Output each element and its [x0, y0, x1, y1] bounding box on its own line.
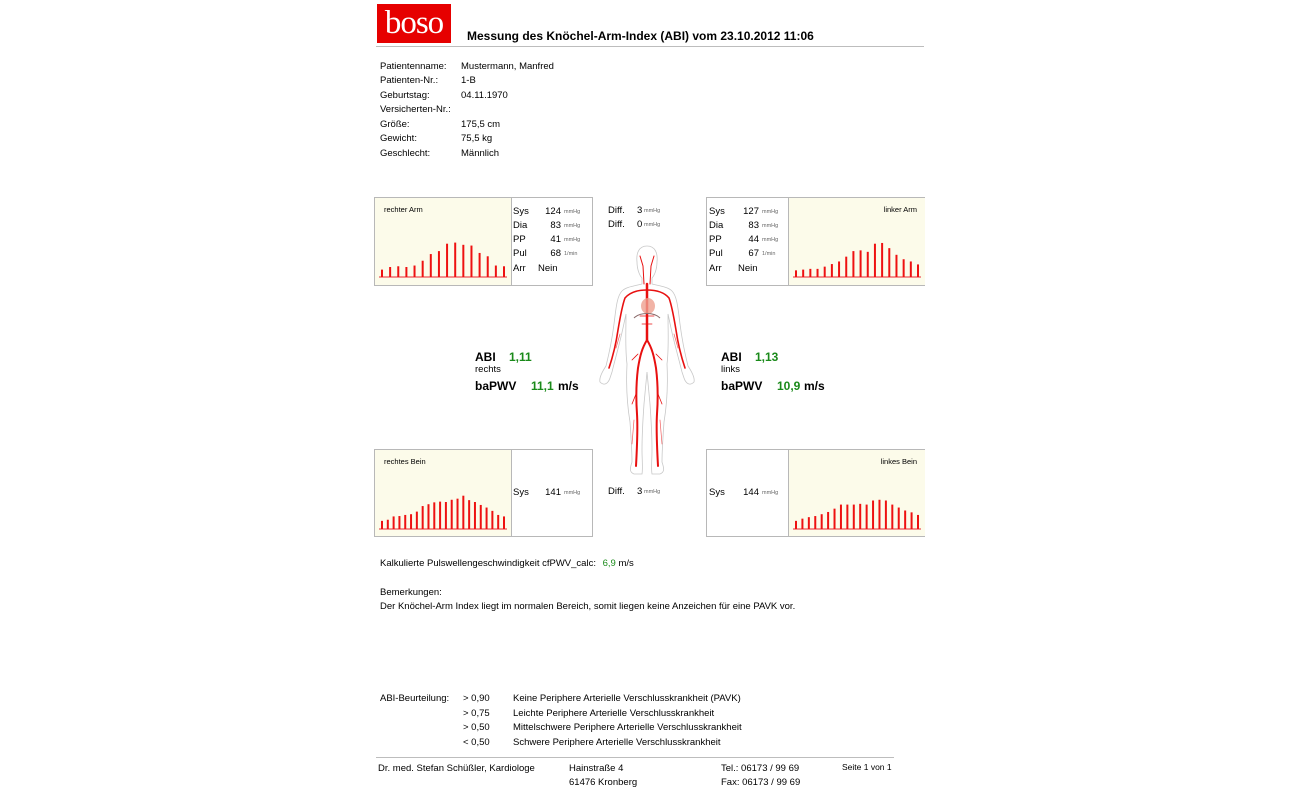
abi-rating-threshold: > 0,75: [463, 708, 490, 719]
body-outline: [600, 246, 694, 474]
right-abi-label: ABI: [475, 350, 496, 364]
abi-rating-text: Schwere Periphere Arterielle Verschlusskrankheit: [513, 737, 721, 748]
right-leg-label: rechtes Bein: [384, 457, 426, 466]
left-abi-label: ABI: [721, 350, 742, 364]
weight-label: Gewicht:: [380, 133, 417, 144]
abi-rating-text: Leichte Periphere Arterielle Verschlusskrankheit: [513, 708, 715, 719]
left-arm-pul-unit: 1/min: [762, 251, 776, 257]
left-arm-sys-value: 127: [743, 206, 759, 217]
leg-sys-diff-unit: mmHg: [644, 489, 661, 495]
abi-rating-text: Mittelschwere Periphere Arterielle Verschlusskrankheit: [513, 722, 742, 733]
abi-rating-text: Keine Periphere Arterielle Verschlusskrankheit (PAVK): [513, 693, 741, 704]
remarks-text: Der Knöchel-Arm Index liegt im normalen Bereich, somit liegen keine Anzeichen für eine PAVK vor.: [380, 601, 796, 612]
left-arm-dia-label: Dia: [709, 220, 724, 231]
right-arm-dia-label: Dia: [513, 220, 528, 231]
birthday-label: Geburtstag:: [380, 90, 430, 101]
right-arm-dia-unit: mmHg: [564, 223, 581, 229]
right-leg-sys-unit: mmHg: [564, 490, 581, 496]
insurance-number-label: Versicherten-Nr.:: [380, 104, 451, 115]
footer-page: Seite 1 von 1: [842, 762, 892, 772]
left-arm-sys-unit: mmHg: [762, 209, 779, 215]
right-bapwv-value: 11,1: [531, 379, 554, 393]
arm-sys-diff-unit: mmHg: [644, 208, 661, 214]
right-arm-sys-value: 124: [545, 206, 561, 217]
right-abi-value: 1,11: [509, 350, 532, 364]
right-bapwv-unit: m/s: [558, 379, 579, 393]
left-arm-sys-label: Sys: [709, 206, 725, 217]
patient-name-value: Mustermann, Manfred: [461, 61, 554, 72]
left-arm-pul-label: Pul: [709, 248, 723, 259]
right-arm-arr-label: Arr: [513, 263, 526, 274]
footer-tel: Tel.: 06173 / 99 69: [721, 763, 800, 774]
gender-label: Geschlecht:: [380, 148, 431, 159]
left-leg-sys-unit: mmHg: [762, 490, 779, 496]
arteries: [609, 256, 685, 466]
report-title: Messung des Knöchel-Arm-Index (ABI) vom 23.10.2012 11:06: [467, 29, 814, 43]
left-arm-pp-label: PP: [709, 234, 722, 245]
left-arm-dia-unit: mmHg: [762, 223, 779, 229]
right-arm-panel: [374, 197, 593, 286]
left-leg-wave-chart: [791, 490, 923, 532]
right-leg-wave-chart: [377, 490, 509, 532]
right-leg-sys-label: Sys: [513, 487, 529, 498]
cfpwv-unit: m/s: [618, 558, 634, 569]
arm-dia-diff-label: Diff.: [608, 219, 625, 230]
right-arm-pul-value: 68: [550, 248, 561, 259]
cfpwv-value: 6,9: [602, 558, 616, 569]
weight-value: 75,5 kg: [461, 133, 493, 144]
left-arm-label: linker Arm: [883, 205, 917, 214]
right-side-label: rechts: [475, 364, 501, 375]
left-bapwv-unit: m/s: [804, 379, 825, 393]
left-leg-label: linkes Bein: [880, 457, 917, 466]
right-arm-pp-unit: mmHg: [564, 237, 581, 243]
right-leg-sys-value: 141: [545, 487, 561, 498]
right-arm-pul-label: Pul: [513, 248, 527, 259]
left-arm-arr-label: Arr: [709, 263, 722, 274]
left-arm-arr-value: Nein: [738, 263, 758, 274]
footer-city: 61476 Kronberg: [569, 777, 638, 788]
birthday-value: 04.11.1970: [461, 90, 508, 101]
left-side-label: links: [721, 364, 741, 375]
boso-logo: boso: [377, 4, 451, 43]
right-arm-label: rechter Arm: [384, 205, 423, 214]
left-bapwv-value: 10,9: [777, 379, 801, 393]
footer-street: Hainstraße 4: [569, 763, 624, 774]
right-arm-arr-value: Nein: [538, 263, 558, 274]
patient-name-label: Patientenname:: [380, 61, 447, 72]
gender-value: Männlich: [461, 148, 500, 159]
left-arm-pp-value: 44: [748, 234, 759, 245]
abi-rating-threshold: < 0,50: [463, 737, 490, 748]
footer-fax: Fax: 06173 / 99 69: [721, 777, 801, 788]
abi-rating-threshold: > 0,50: [463, 722, 490, 733]
right-bapwv-label: baPWV: [475, 379, 517, 393]
right-leg-panel: [374, 449, 593, 537]
height-label: Größe:: [380, 119, 410, 130]
left-arm-dia-value: 83: [748, 220, 759, 231]
leg-sys-diff-label: Diff.: [608, 486, 625, 497]
patient-number-value: 1-B: [461, 75, 476, 86]
abi-rating-label: ABI-Beurteilung:: [380, 693, 450, 704]
left-abi-value: 1,13: [755, 350, 779, 364]
left-arm-pul-value: 67: [748, 248, 759, 259]
arterial-body-figure: [596, 244, 698, 476]
footer-divider: [376, 757, 894, 758]
height-value: 175,5 cm: [461, 119, 501, 130]
heart-icon: [641, 298, 655, 314]
remarks-title: Bemerkungen:: [380, 587, 442, 598]
cfpwv-label: Kalkulierte Pulswellengeschwindigkeit cfPWV_calc:: [380, 558, 596, 569]
abi-rating-threshold: > 0,90: [463, 693, 490, 704]
right-arm-dia-value: 83: [550, 220, 561, 231]
left-bapwv-label: baPWV: [721, 379, 763, 393]
arm-sys-diff-label: Diff.: [608, 205, 625, 216]
left-leg-panel: [706, 449, 925, 537]
right-arm-sys-unit: mmHg: [564, 209, 581, 215]
right-arm-pp-label: PP: [513, 234, 526, 245]
right-arm-pul-unit: 1/min: [564, 251, 578, 257]
arm-sys-diff-value: 3: [637, 205, 643, 216]
leg-sys-diff-value: 3: [637, 486, 643, 497]
right-arm-waveform: [375, 198, 512, 285]
right-arm-wave-chart: [377, 238, 509, 280]
left-arm-waveform: [788, 198, 925, 285]
right-leg-waveform: [375, 450, 512, 536]
cfpwv-line: [380, 558, 634, 569]
left-arm-pp-unit: mmHg: [762, 237, 779, 243]
arm-dia-diff-value: 0: [637, 219, 643, 230]
left-arm-wave-chart: [791, 238, 923, 280]
patient-number-label: Patienten-Nr.:: [380, 75, 439, 86]
right-arm-pp-value: 41: [550, 234, 561, 245]
left-leg-sys-value: 144: [743, 487, 759, 498]
header-divider: [376, 46, 924, 47]
right-arm-sys-label: Sys: [513, 206, 529, 217]
left-leg-waveform: [788, 450, 925, 536]
left-leg-sys-label: Sys: [709, 487, 725, 498]
left-arm-panel: [706, 197, 925, 286]
footer-doctor: Dr. med. Stefan Schüßler, Kardiologe: [378, 763, 535, 774]
arm-dia-diff-unit: mmHg: [644, 222, 661, 228]
